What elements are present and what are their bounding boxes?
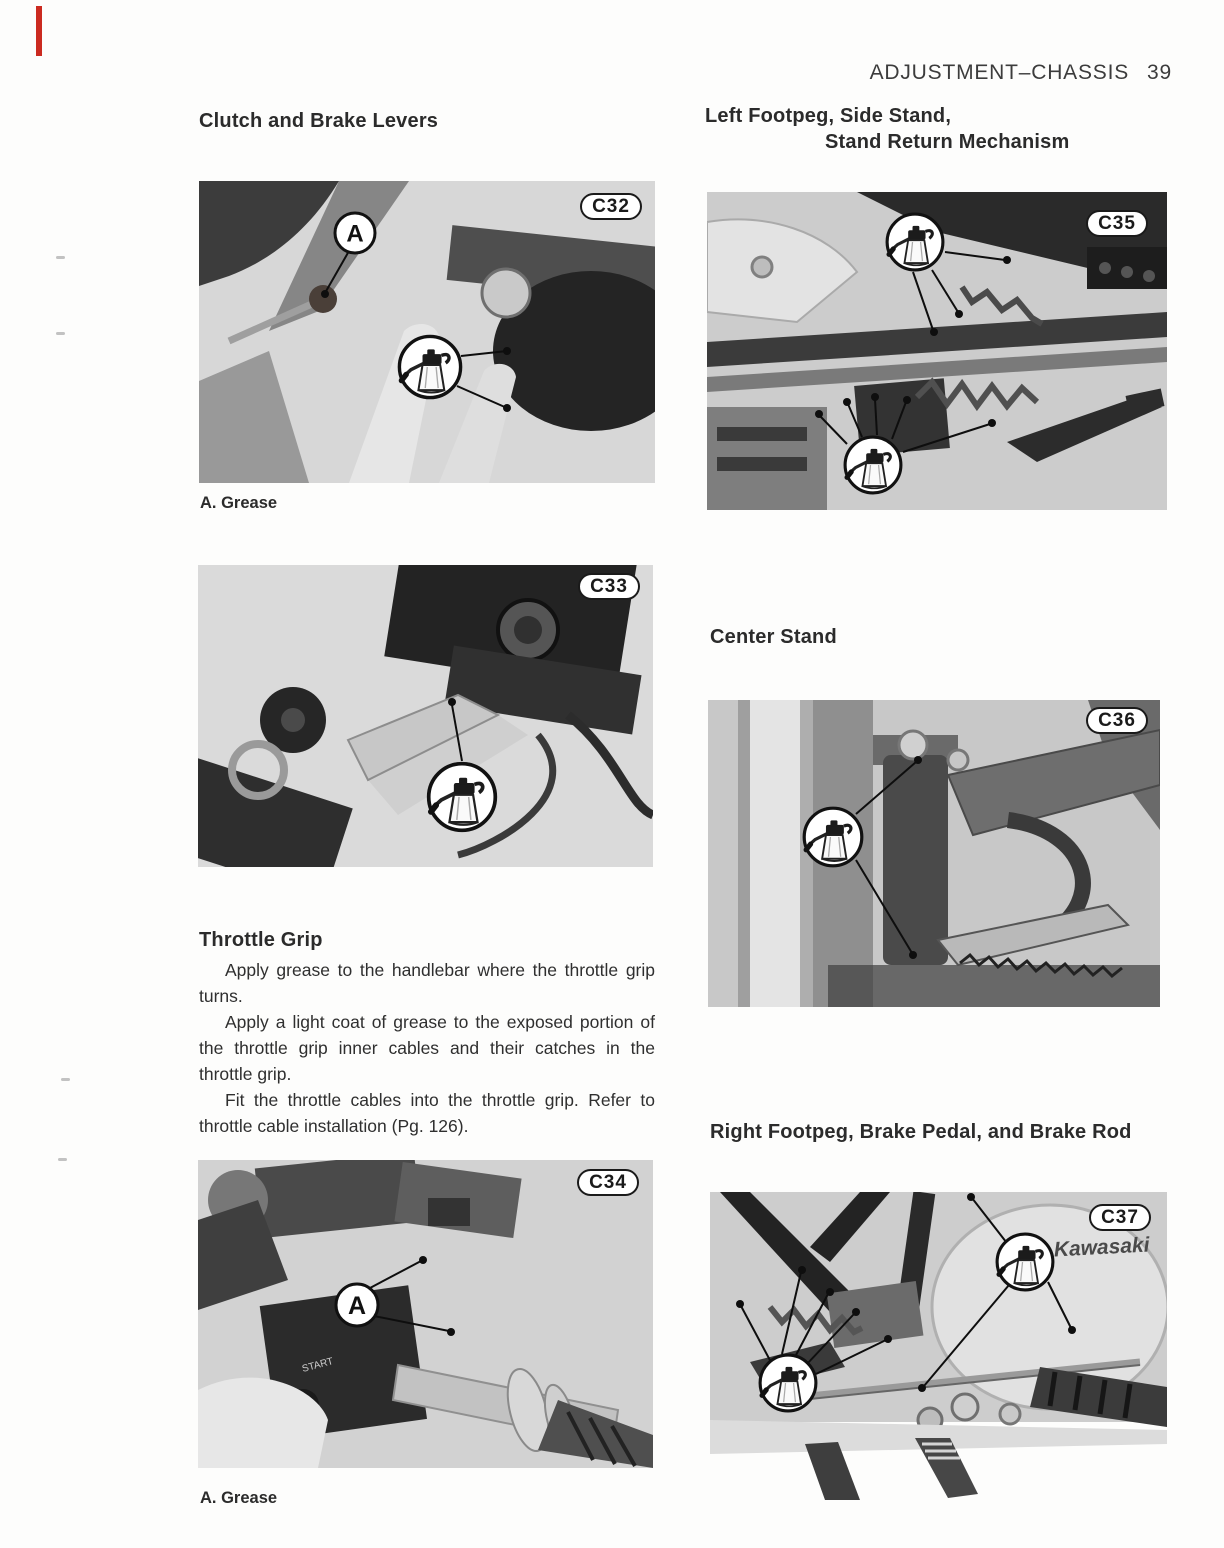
oil-can-icon [429, 764, 496, 831]
circled-letter-icon [336, 1284, 378, 1326]
figure-c37-photo [710, 1192, 1167, 1500]
figure-label-badge: C32 [580, 193, 642, 220]
figure-c33-photo [198, 565, 653, 867]
oil-can-icon [804, 808, 862, 866]
figure-label-badge: C34 [577, 1169, 639, 1196]
callout-letter: A [346, 220, 364, 248]
heading-clutch-brake-levers: Clutch and Brake Levers [199, 110, 439, 132]
paragraph: Fit the throttle cables into the throttle grip. Refer to throttle cable installation (Pg. 126). [199, 1090, 655, 1136]
paragraph: Apply a light coat of grease to the exposed portion of the throttle grip inner cables and their catches in the throttle grip. [199, 1012, 655, 1084]
page-number: 39 [1147, 61, 1172, 84]
page-header [870, 61, 1172, 85]
figure-c32-photo [199, 181, 655, 483]
paragraph: Apply grease to the handlebar where the throttle grip turns. [199, 960, 655, 1006]
chapter-title: ADJUSTMENT–CHASSIS [869, 61, 1130, 84]
heading-center-stand: Center Stand [710, 626, 837, 648]
figure-c35-photo [707, 192, 1167, 510]
figure-label-badge: C37 [1089, 1204, 1151, 1231]
figure-c34-photo [198, 1160, 653, 1468]
brake-lever-photo-image [198, 565, 653, 867]
brake-pedal-photo-image [710, 1192, 1167, 1500]
oil-can-icon [399, 336, 460, 397]
heading-right-footpeg: Right Footpeg, Brake Pedal, and Brake Rod [710, 1121, 1132, 1143]
throttle-grip-paragraphs [199, 957, 655, 1139]
heading-throttle-grip: Throttle Grip [199, 929, 323, 951]
side-stand-photo-image [707, 192, 1167, 510]
figure-c36-photo [708, 700, 1160, 1007]
oil-can-icon [997, 1234, 1053, 1290]
heading-left-footpeg-line1: Left Footpeg, Side Stand, [705, 105, 952, 127]
figure-label-badge: C33 [578, 573, 640, 600]
circled-letter-icon [335, 213, 375, 253]
oil-can-icon [845, 437, 901, 493]
callout-letter: A [347, 1292, 367, 1320]
figure-label-badge: C36 [1086, 707, 1148, 734]
center-stand-photo-image [708, 700, 1160, 1007]
scan-speck [56, 332, 65, 335]
throttle-grip-photo-image [198, 1160, 653, 1468]
oil-can-icon [887, 214, 943, 270]
clutch-lever-photo-image [199, 181, 655, 483]
figure-c34-caption: A. Grease [200, 1489, 278, 1507]
figure-c32-caption: A. Grease [200, 494, 278, 512]
oil-can-icon [760, 1355, 816, 1411]
scan-speck [56, 256, 65, 259]
scan-speck [58, 1158, 67, 1161]
scan-speck [61, 1078, 70, 1081]
red-margin-mark [36, 6, 42, 56]
heading-left-footpeg-line2: Stand Return Mechanism [825, 131, 1070, 153]
figure-label-badge: C35 [1086, 210, 1148, 237]
photo-text-start: START [300, 1356, 335, 1375]
photo-text-kawasaki: Kawasaki [1053, 1233, 1151, 1262]
